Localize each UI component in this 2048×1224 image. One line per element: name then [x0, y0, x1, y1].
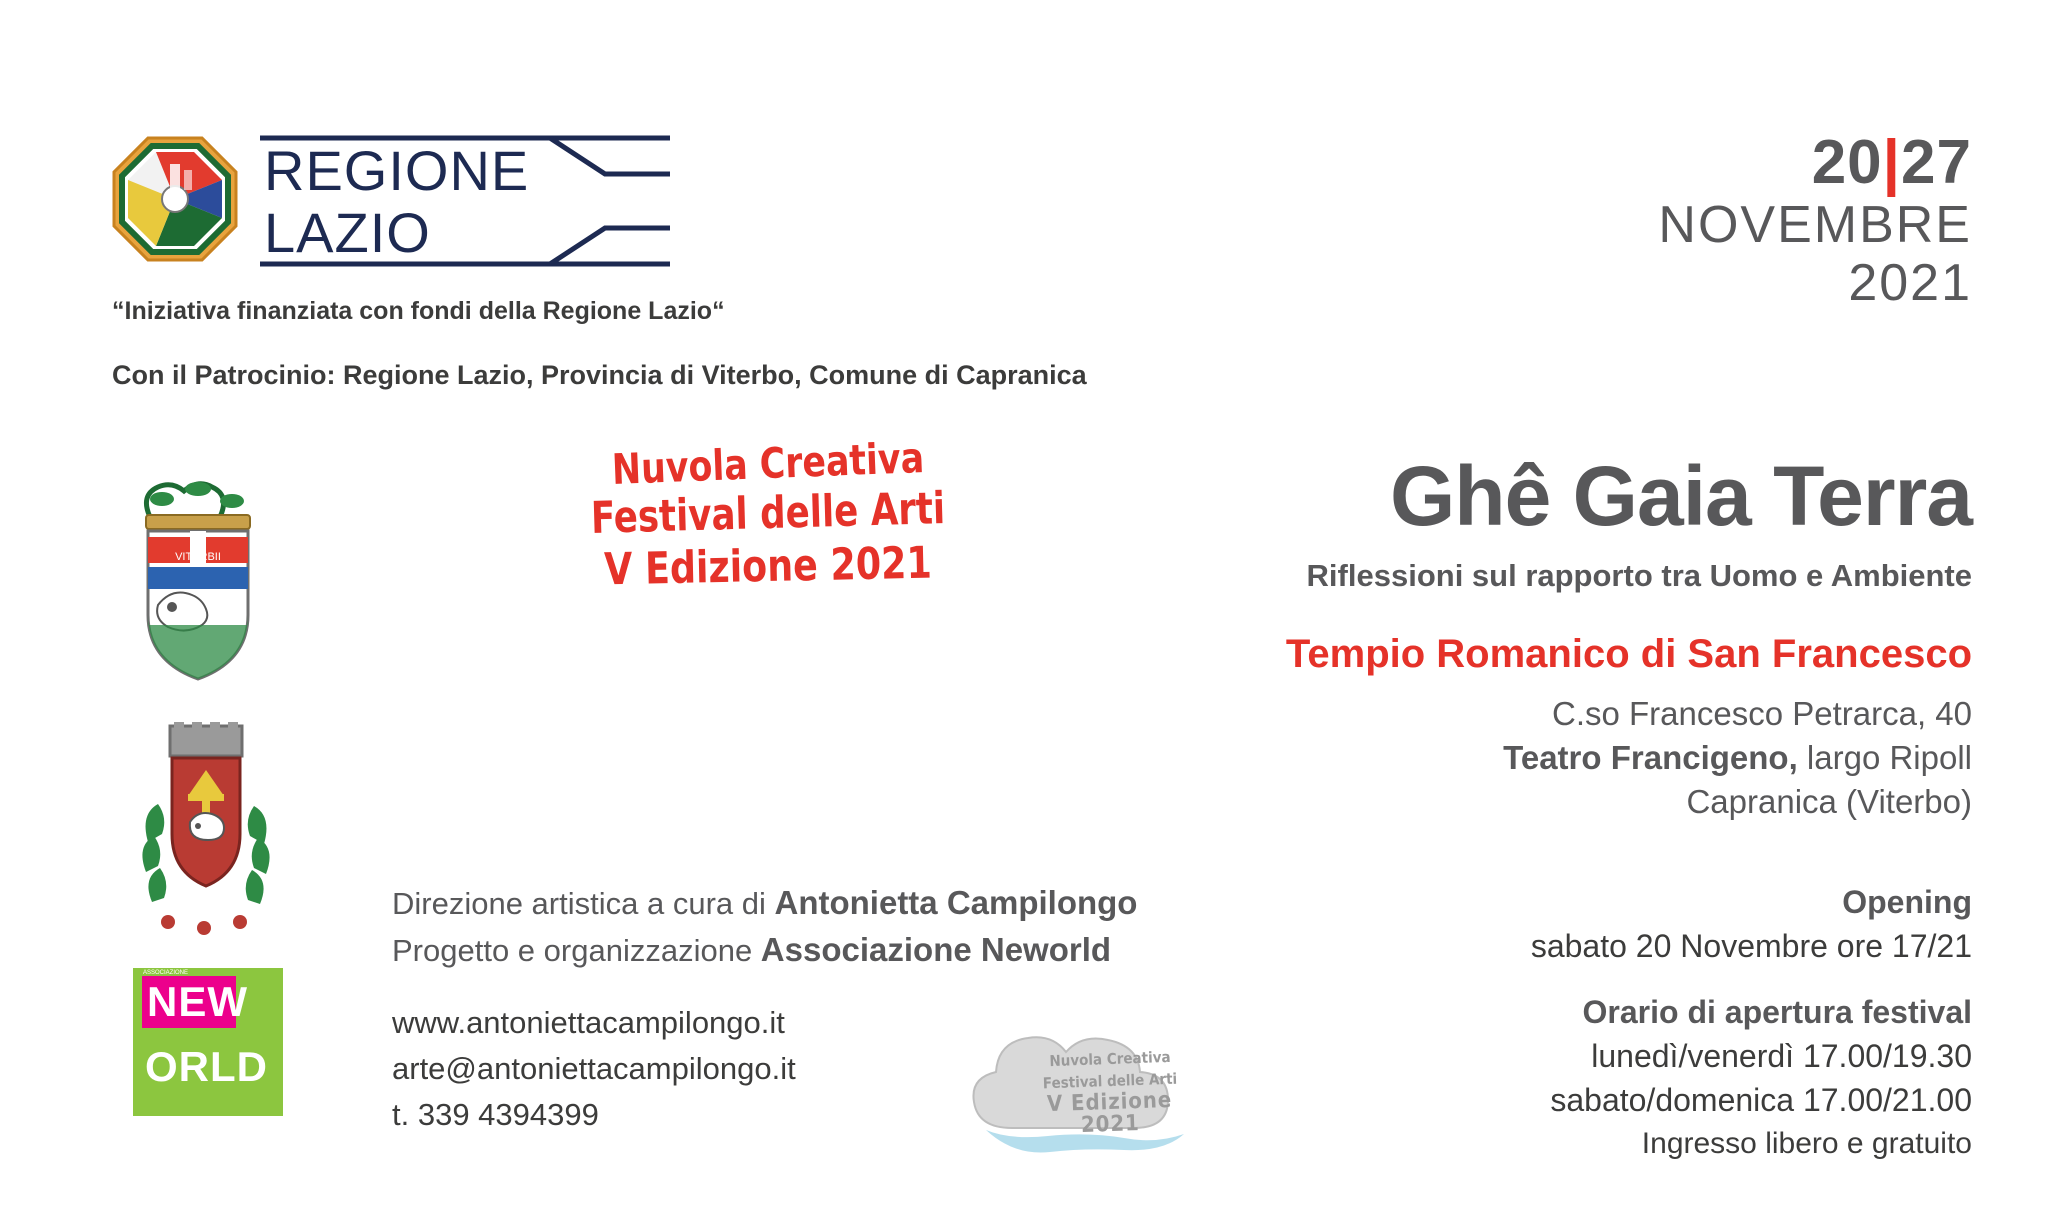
regione-line: REGIONE	[264, 139, 530, 202]
contacts-block	[392, 1000, 796, 1138]
festival-title-line3: V Edizione 2021	[603, 537, 933, 596]
opening-label: Opening	[1842, 884, 1972, 920]
neworld-new-text: NEW	[147, 978, 248, 1025]
cloud-logo-line2: Festival delle Arti	[1042, 1069, 1178, 1093]
organization-label: Progetto e organizzazione	[392, 933, 761, 968]
lazio-line: LAZIO	[264, 201, 431, 264]
organization	[392, 927, 1137, 974]
festival-title-line1: Nuvola Creativa	[611, 433, 925, 494]
venue-address-block	[1503, 692, 1972, 824]
date-days	[1658, 130, 1972, 196]
venue-address: C.so Francesco Petrarca, 40	[1551, 695, 1972, 732]
neworld-logo	[133, 968, 283, 1116]
venue-city: Capranica (Viterbo)	[1686, 783, 1972, 820]
date-day-from: 20	[1811, 128, 1883, 197]
financed-note: “Iniziativa finanziata con fondi della Regione Lazio“	[112, 297, 725, 325]
neworld-tiny-label: ASSOCIAZIONE	[143, 970, 189, 976]
hours-weekend: sabato/domenica 17.00/21.00	[1550, 1082, 1972, 1118]
neworld-orld-text: ORLD	[145, 1043, 268, 1090]
event-title: Ghê Gaia Terra	[1389, 449, 1972, 543]
artistic-direction-label: Direzione artistica a cura di	[392, 886, 775, 921]
venue-name: Tempio Romanico di San Francesco	[1285, 632, 1972, 676]
free-entry-note: Ingresso libero e gratuito	[1641, 1127, 1972, 1160]
province-viterbo-crest-icon	[128, 455, 268, 690]
venue-secondary-name: Teatro Francigeno,	[1503, 739, 1798, 776]
artistic-direction	[392, 880, 1137, 927]
date-year: 2021	[1848, 254, 1972, 312]
opening-time: sabato 20 Novembre ore 17/21	[1530, 928, 1972, 964]
website-link[interactable]: www.antoniettacampilongo.it	[392, 1005, 785, 1040]
hours-weekday: lunedì/venerdì 17.00/19.30	[1591, 1038, 1972, 1074]
regione-lazio-text	[264, 140, 529, 264]
regione-lazio-logo	[112, 128, 672, 278]
hours-label: Orario di apertura festival	[1582, 994, 1972, 1030]
artistic-direction-name: Antonietta Campilongo	[774, 884, 1138, 921]
patronage-note: Con il Patrocinio: Regione Lazio, Provincia di Viterbo, Comune di Capranica	[112, 360, 1087, 390]
regione-lazio-crest-icon	[112, 136, 238, 262]
venue-secondary-addr: largo Ripoll	[1797, 739, 1972, 776]
schedule-block	[1531, 880, 1972, 1166]
phone-number: t. 339 4394399	[392, 1097, 599, 1132]
festival-title-line2: Festival delle Arti	[590, 483, 946, 544]
email-link[interactable]: arte@antoniettacampilongo.it	[392, 1051, 796, 1086]
date-month: NOVEMBRE	[1658, 196, 1972, 254]
organization-name: Associazione Neworld	[760, 931, 1112, 968]
cloud-logo-text	[1020, 1047, 1200, 1139]
date-day-to: 27	[1901, 128, 1972, 197]
festival-title	[568, 433, 968, 596]
venue-secondary	[1503, 736, 1972, 780]
event-subtitle: Riflessioni sul rapporto tra Uomo e Ambiente	[1306, 558, 1972, 593]
event-dates	[1658, 130, 1972, 312]
comune-capranica-crest-icon	[128, 722, 283, 937]
svg-text:VITERBII: VITERBII	[175, 551, 221, 563]
credits-block	[392, 880, 1137, 974]
cloud-logo-line1: Nuvola Creativa	[1049, 1047, 1171, 1071]
cloud-logo-line3: V Edizione 2021	[1046, 1087, 1173, 1139]
date-separator: |	[1882, 128, 1902, 197]
